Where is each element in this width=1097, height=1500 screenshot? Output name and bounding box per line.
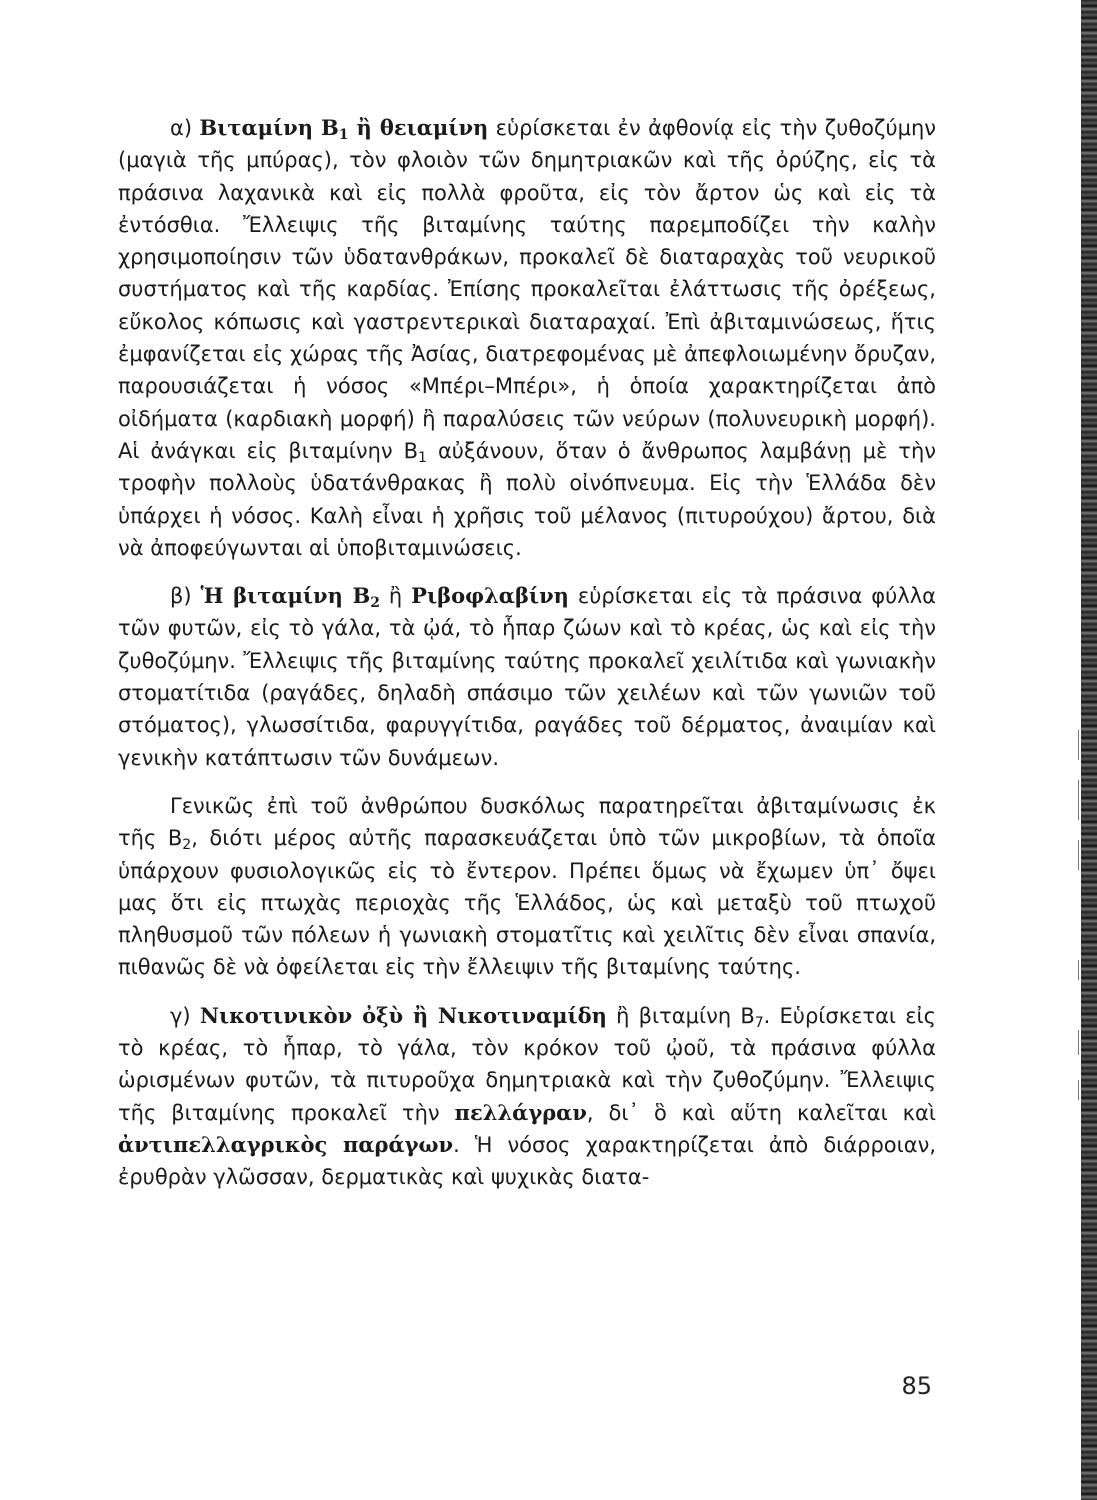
connector-text: , δι᾽ ὃ καὶ αὕτη καλεῖται καὶ <box>586 1100 936 1125</box>
term-antipellagra-factor: ἀντιπελλαγρικὸς παράγων <box>118 1131 454 1157</box>
paragraph-text: , διότι μέρος αὐτῆς παρασκευάζεται ὑπὸ τῶν μικροβίων, τὰ ὁποῖα ὑπάρχουν φυσιολογικῶς εἰς τὸ ἔντερον. Πρέπει ὅμως νὰ ἔχωμεν ὑπ᾽ ὄψει μας ὅτι εἰς πτωχὰς περιοχὰς τῆς Ἑλλάδος, ὡς καὶ μεταξὺ τοῦ πτωχοῦ πληθυσμοῦ τῶν πόλεων ἡ γωνιακὴ στοματῖτις καὶ χειλῖτις δὲν εἶναι σπανία, πιθανῶς δὲ νὰ ὀφείλεται εἰς τὴν ἔλλειψιν τῆς βιταμίνης ταύτης. <box>118 826 936 980</box>
paragraph-text: εὑρίσκεται εἰς τὰ πράσινα φύλλα τῶν φυτῶν, εἰς τὸ γάλα, τὰ ᾠά, τὸ ἧπαρ ζώων καὶ τὸ κρέας, ὡς καὶ εἰς τὴν ζυθοζύμην. Ἔλλειψις τῆς βιταμίνης ταύτης προκαλεῖ χειλίτιδα καὶ γωνιακὴν στοματίτιδα (ραγάδες, δηλαδὴ σπάσιμο τῶν χειλέων καὶ τῶν γωνιῶν τοῦ στόματος), γλωσσίτιδα, φαρυγγίτιδα, ραγάδες τοῦ δέρματος, ἀναιμίαν καὶ γενικὴν κατάπτωσιν τῶν δυνάμεων. <box>118 584 936 770</box>
paragraph-nicotinic-acid <box>118 1000 936 1194</box>
subscript: 2 <box>182 837 192 854</box>
scan-page-edge <box>1081 0 1097 1500</box>
subscript: 7 <box>754 1014 764 1031</box>
page-number: 85 <box>901 1372 932 1400</box>
paragraph-text: . Εὑρίσκεται εἰς τὸ κρέας, τὸ ἧπαρ, τὸ γάλα, τὸν κρόκον τοῦ ᾠοῦ, τὰ πράσινα φύλλα ὡρισμένων φυτῶν, τὰ πιτυροῦχα δημητριακὰ καὶ τὴν ζυθοζύμην. Ἔλλειψις τῆς βιταμίνης προκαλεῖ τὴν <box>118 1003 936 1125</box>
paragraph-vitamin-b2 <box>118 580 936 774</box>
term-pellagra: πελλάγραν <box>454 1099 587 1125</box>
subscript: 1 <box>338 127 349 143</box>
connector-text: ἢ <box>379 584 412 609</box>
scan-edge-marks <box>1063 730 1079 1110</box>
paragraph-text: αὐξάνουν, ὅταν ὁ ἄνθρωπος λαμβάνῃ μὲ τὴν τροφὴν πολλοὺς ὑδατάνθρακας ἢ πολὺ οἰνόπνευμα. Εἰς τὴν Ἑλλάδα δὲν ὑπάρχει ἡ νόσος. Καλὴ εἶναι ἡ χρῆσις τοῦ μέλανος (πιτυρούχου) ἄρτου, διὰ νὰ ἀποφεύγωνται αἱ ὑποβιταμινώσεις. <box>118 438 936 560</box>
paragraph-marker: α) <box>170 116 200 140</box>
paragraph-ariboflavinosis <box>118 790 936 984</box>
paragraph-text: . Ἡ νόσος χαρακτηρίζεται ἀπὸ διάρροιαν, ἐρυθρὰν γλῶσσαν, δερματικὰς καὶ ψυχικὰς διατα- <box>118 1132 936 1190</box>
term-nicotinic-acid: Νικοτινικὸν ὀξὺ ἢ Νικοτιναμίδη <box>199 1002 607 1028</box>
paragraph-marker: γ) <box>170 1003 200 1028</box>
paragraph-marker: β) <box>170 584 201 609</box>
paragraph-text: Γενικῶς ἐπὶ τοῦ ἀνθρώπου δυσκόλως παρατηρεῖται ἀβιταμίνωσις ἐκ τῆς Β <box>118 793 936 851</box>
paragraph-vitamin-b1 <box>118 112 936 564</box>
term-thiamine: ἢ θειαμίνη <box>348 115 489 140</box>
subscript: 2 <box>370 595 380 612</box>
term-riboflavin: Ριβοφλαβίνη <box>411 583 569 609</box>
page-body <box>118 112 936 1194</box>
term-vitamin-b2: Ἡ βιταμίνη Β <box>200 583 371 609</box>
term-vitamin-b1: Βιταμίνη Β <box>199 115 339 140</box>
paragraph-text: εὑρίσκεται ἐν ἀφθονίᾳ εἰς τὴν ζυθοζύμην (μαγιὰ τῆς μπύρας), τὸν φλοιὸν τῶν δημητριακῶν καὶ τῆς ὀρύζης, εἰς τὰ πράσινα λαχανικὰ καὶ εἰς πολλὰ φροῦτα, εἰς τὸν ἄρτον ὡς καὶ εἰς τὰ ἐντόσθια. Ἔλλειψις τῆς βιταμίνης ταύτης παρεμποδίζει τὴν καλὴν χρησιμοποίησιν τῶν ὑδατανθράκων, προκαλεῖ δὲ διαταραχὰς τοῦ νευρικοῦ συστήματος καὶ τῆς καρδίας. Ἐπίσης προκαλεῖται ἐλάττωσις τῆς ὀρέξεως, εὔκολος κόπωσις καὶ γαστρεντερικαὶ διαταραχαί. Ἐπὶ ἀβιταμινώσεως, ἥτις ἐμφανίζεται εἰς χώρας τῆς Ἀσίας, διατρεφομένας μὲ ἀπεφλοιωμένην ὄρυζαν, παρουσιάζεται ἡ νόσος «Μπέρι–Μπέρι», ἡ ὁποία χαρακτηρίζεται ἀπὸ οἰδήματα (καρδιακὴ μορφή) ἢ παραλύσεις τῶν νεύρων (πολυνευρικὴ μορφή). Αἱ ἀνάγκαι εἰς βιταμίνην Β <box>118 116 936 463</box>
subscript: 1 <box>418 449 427 466</box>
connector-text: ἢ βιταμίνη Β <box>606 1003 755 1028</box>
